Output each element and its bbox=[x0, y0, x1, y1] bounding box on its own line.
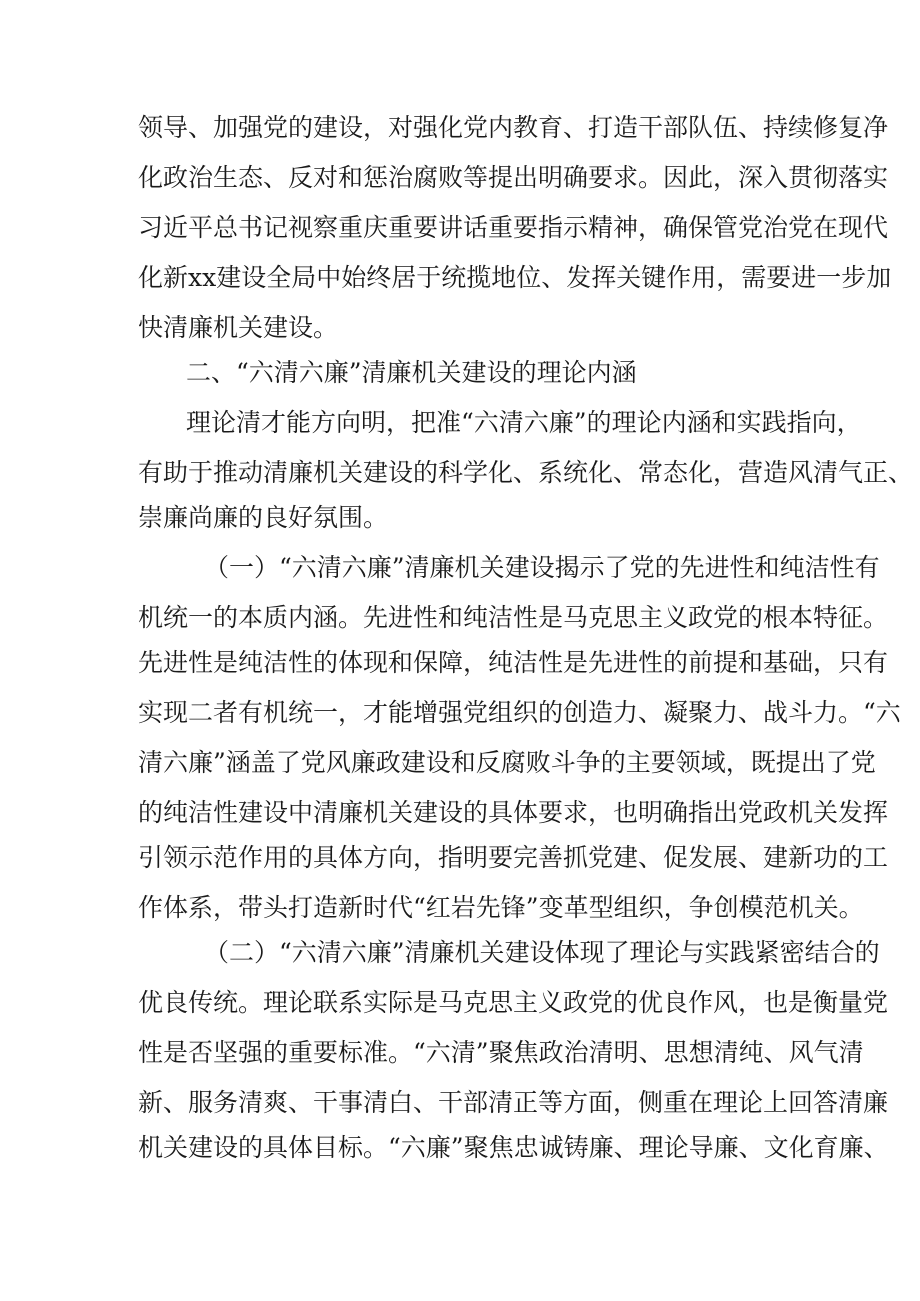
paragraph-line: 清六廉”涵盖了党风廉政建设和反腐败斗争的主要领域，既提出了党 bbox=[138, 748, 876, 777]
paragraph-line: 新、服务清爽、干事清白、干部清正等方面，侧重在理论上回答清廉 bbox=[138, 1088, 889, 1117]
section-heading: 二、“六清六廉”清廉机关建设的理论内涵 bbox=[186, 358, 637, 387]
paragraph-line: 优良传统。理论联系实际是马克思主义政党的优良作风，也是衡量党 bbox=[138, 988, 889, 1017]
paragraph-line: 的纯洁性建设中清廉机关建设的具体要求，也明确指出党政机关发挥 bbox=[138, 798, 889, 827]
paragraph-line: 引领示范作用的具体方向，指明要完善抓党建、促发展、建新功的工 bbox=[138, 843, 889, 872]
paragraph-line: 化政治生态、反对和惩治腐败等提出明确要求。因此，深入贯彻落实 bbox=[138, 163, 889, 192]
paragraph-line: 化新xx建设全局中始终居于统揽地位、发挥关键作用，需要进一步加 bbox=[138, 263, 892, 292]
paragraph-line: 机统一的本质内涵。先进性和纯洁性是马克思主义政党的根本特征。 bbox=[138, 603, 889, 632]
paragraph-line: 作体系，带头打造新时代“红岩先锋”变革型组织，争创模范机关。 bbox=[138, 893, 864, 922]
paragraph-line: 理论清才能方向明，把准“六清六廉”的理论内涵和实践指向， bbox=[186, 408, 862, 437]
paragraph-line: 崇廉尚廉的良好氛围。 bbox=[138, 503, 389, 532]
paragraph-line: 性是否坚强的重要标准。“六清”聚焦政治清明、思想清纯、风气清 bbox=[138, 1038, 864, 1067]
paragraph-line: 先进性是纯洁性的体现和保障，纯洁性是先进性的前提和基础，只有 bbox=[138, 648, 889, 677]
paragraph-line: 实现二者有机统一，才能增强党组织的创造力、凝聚力、战斗力。“六 bbox=[138, 698, 901, 727]
paragraph-line: 领导、加强党的建设，对强化党内教育、打造干部队伍、持续修复净 bbox=[138, 113, 889, 142]
paragraph-line: 有助于推动清廉机关建设的科学化、系统化、常态化，营造风清气正、 bbox=[138, 458, 914, 487]
subsection-line: （一）“六清六廉”清廉机关建设揭示了党的先进性和纯洁性有 bbox=[204, 553, 880, 582]
paragraph-line: 机关建设的具体目标。“六廉”聚焦忠诚铸廉、理论导廉、文化育廉、 bbox=[138, 1133, 889, 1162]
paragraph-line: 快清廉机关建设。 bbox=[138, 313, 339, 342]
paragraph-line: 习近平总书记视察重庆重要讲话重要指示精神，确保管党治党在现代 bbox=[138, 213, 889, 242]
subsection-line: （二）“六清六廉”清廉机关建设体现了理论与实践紧密结合的 bbox=[204, 938, 880, 967]
